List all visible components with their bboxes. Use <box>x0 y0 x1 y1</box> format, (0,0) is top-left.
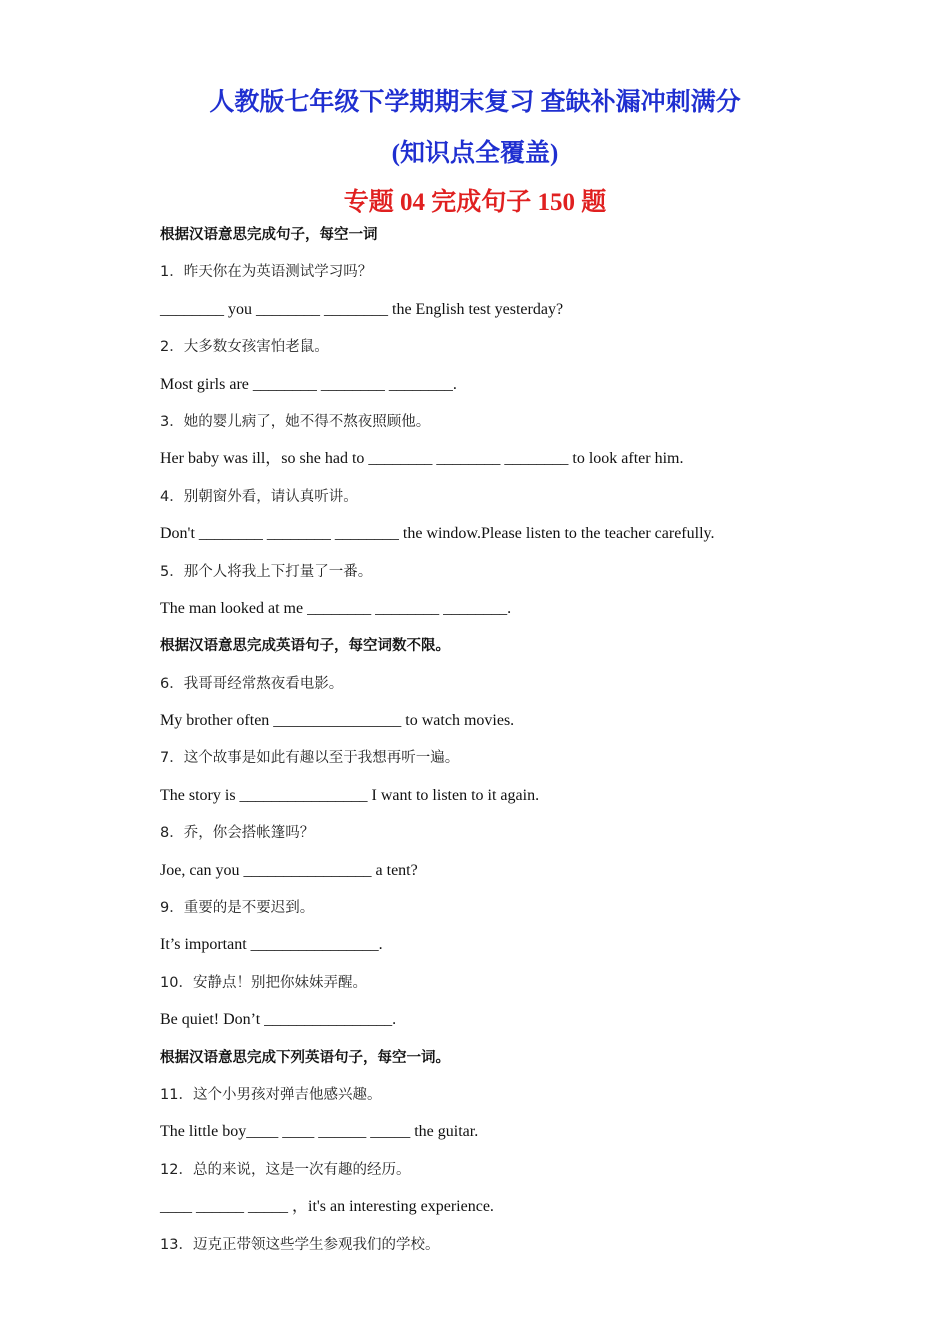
section-instruction: 根据汉语意思完成句子，每空一词 <box>160 227 378 243</box>
answer-sentence: Joe, can you ________________ a tent? <box>160 861 418 879</box>
answer-sentence: My brother often ________________ to watch movies. <box>160 712 515 730</box>
question-chinese: 11．这个小男孩对弹吉他感兴趣。 <box>160 1086 382 1103</box>
answer-sentence: It’s important ________________. <box>160 936 383 954</box>
document-title-subline: (知识点全覆盖) <box>391 140 559 167</box>
topic-heading: 专题 04 完成句子 150 题 <box>343 189 607 216</box>
answer-sentence: ____ ______ _____ ，it's an interesting experience. <box>160 1198 494 1216</box>
answer-sentence: Most girls are ________ ________ ________. <box>160 375 457 393</box>
exercise-list <box>160 224 860 1271</box>
question-chinese: 12．总的来说，这是一次有趣的经历。 <box>160 1161 411 1178</box>
question-chinese: 4．别朝窗外看，请认真听讲。 <box>160 488 358 505</box>
question-chinese: 7．这个故事是如此有趣以至于我想再听一遍。 <box>160 750 460 767</box>
question-chinese: 13．迈克正带领这些学生参观我们的学校。 <box>160 1236 440 1253</box>
answer-sentence: The little boy____ ____ ______ _____ the guitar. <box>160 1123 479 1141</box>
answer-sentence: Her baby was ill，so she had to ________ ________ ________ to look after him. <box>160 450 684 468</box>
answer-sentence: ________ you ________ ________ the English test yesterday? <box>160 300 564 318</box>
answer-sentence: The story is ________________ I want to listen to it again. <box>160 786 540 804</box>
answer-sentence: Don't ________ ________ ________ the window.Please listen to the teacher carefully. <box>160 525 715 543</box>
question-chinese: 9．重要的是不要迟到。 <box>160 900 315 917</box>
answer-sentence: Be quiet! Don’t ________________. <box>160 1011 397 1029</box>
answer-sentence: The man looked at me ________ ________ ________. <box>160 599 512 617</box>
section-instruction: 根据汉语意思完成下列英语句子，每空一词。 <box>160 1049 450 1066</box>
question-chinese: 8．乔，你会搭帐篷吗？ <box>160 825 315 842</box>
document-title: 人教版七年级下学期期末复习 查缺补漏冲刺满分 <box>209 89 741 116</box>
question-chinese: 6．我哥哥经常熬夜看电影。 <box>160 675 344 692</box>
question-chinese: 3．她的婴儿病了，她不得不熬夜照顾他。 <box>160 413 431 430</box>
section-instruction: 根据汉语意思完成英语句子，每空词数不限。 <box>160 638 450 655</box>
question-chinese: 5．那个人将我上下打量了一番。 <box>160 563 373 580</box>
question-chinese: 1．昨天你在为英语测试学习吗？ <box>160 264 373 281</box>
question-chinese: 10．安静点！别把你妹妹弄醒。 <box>160 974 367 991</box>
question-chinese: 2．大多数女孩害怕老鼠。 <box>160 339 329 356</box>
